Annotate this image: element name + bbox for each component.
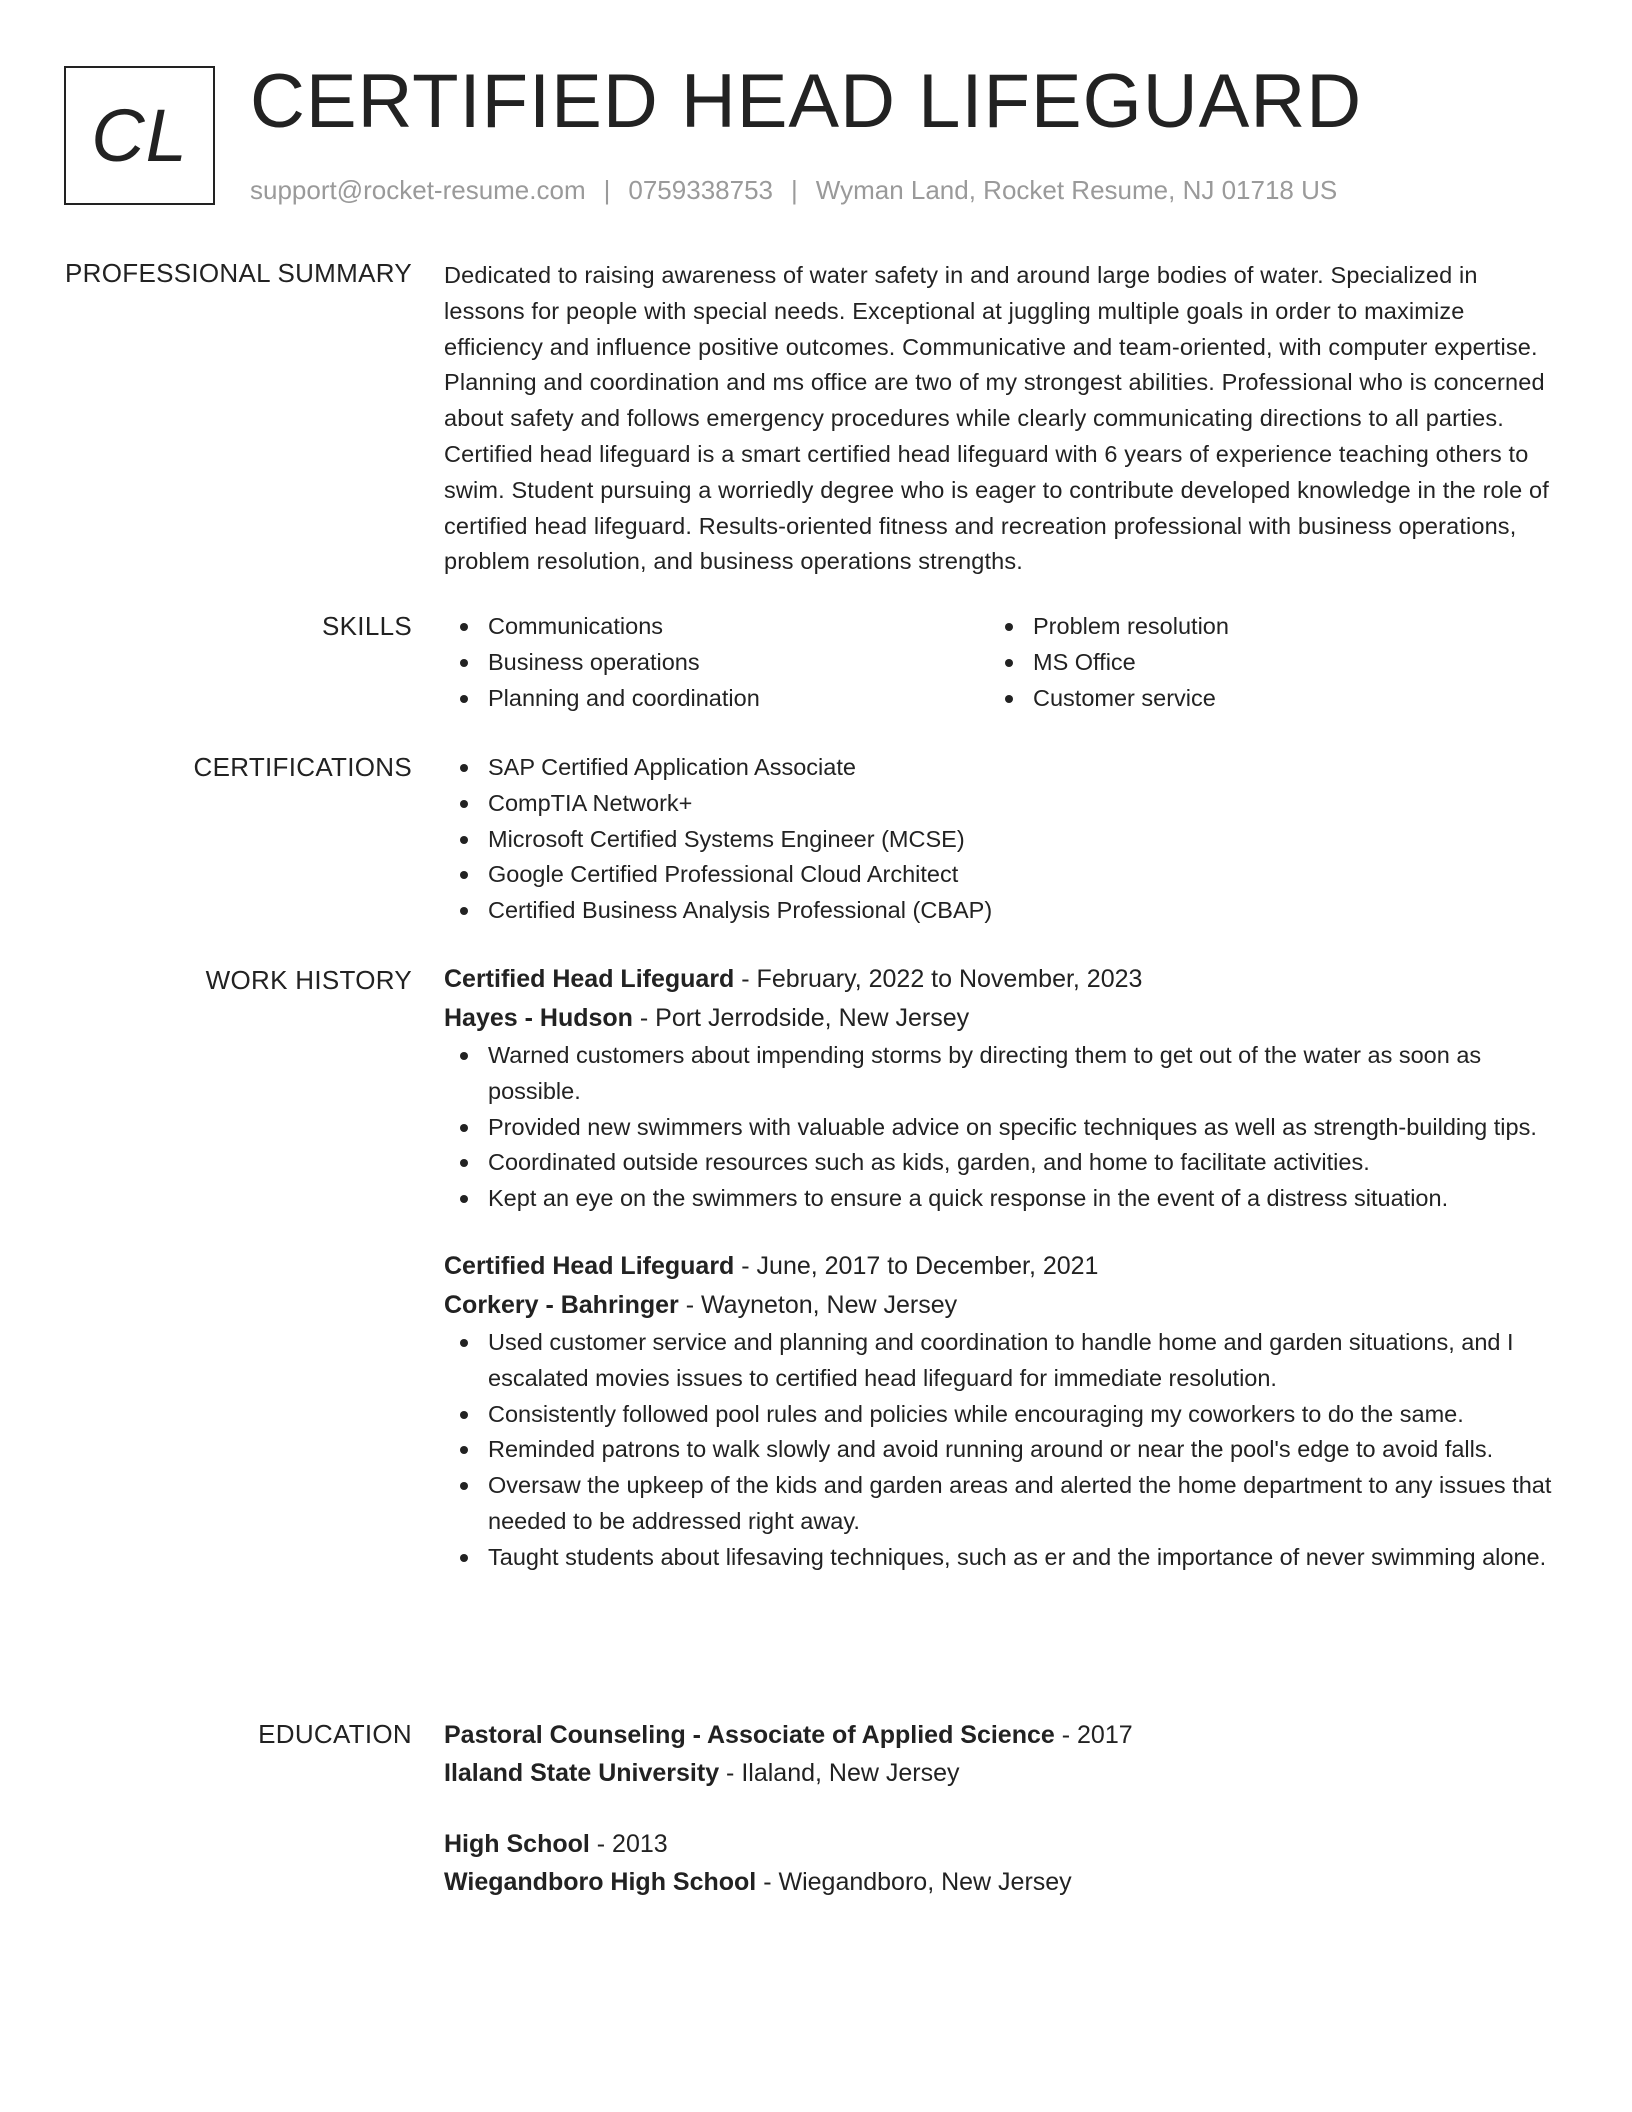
- job-bullet-text: Oversaw the upkeep of the kids and garden areas and alerted the home department to any issues that needed to be addressed right away.: [488, 1472, 1552, 1534]
- bullet-icon: [460, 1124, 468, 1132]
- skill-label: Communications: [488, 613, 664, 639]
- skill-label: Business operations: [488, 648, 700, 675]
- list-item: [444, 1038, 1556, 1110]
- list-item: [444, 681, 989, 717]
- summary-body: [444, 258, 1556, 580]
- education-degree: Pastoral Counseling - Associate of Applied Science: [444, 1721, 1055, 1749]
- job-entry: [444, 1247, 1556, 1576]
- list-item: [444, 645, 989, 681]
- section-heading-certifications: CERTIFICATIONS: [193, 752, 412, 782]
- education-school-line: [444, 1754, 1556, 1792]
- certification-label: Certified Business Analysis Professional (CBAP): [488, 897, 993, 924]
- bullet-icon: [460, 1195, 468, 1203]
- job-location: - Port Jerrodside, New Jersey: [632, 1004, 970, 1032]
- job-bullet-text: Provided new swimmers with valuable advice on specific techniques as well as strength-building tips.: [488, 1113, 1537, 1140]
- education-degree: High School: [444, 1830, 590, 1858]
- bullet-icon: [460, 695, 468, 703]
- contact-line: [250, 174, 1337, 206]
- education-school: Wiegandboro High School: [444, 1868, 757, 1896]
- bullet-icon: [460, 764, 468, 772]
- list-item: [444, 786, 1556, 822]
- certification-label: Microsoft Certified Systems Engineer (MCSE): [488, 825, 965, 852]
- bullet-icon: [460, 836, 468, 844]
- education-degree-line: [444, 1825, 1556, 1863]
- contact-address: Wyman Land, Rocket Resume, NJ 01718 US: [815, 175, 1338, 205]
- bullet-icon: [460, 1411, 468, 1419]
- certifications-list: [444, 750, 1556, 929]
- skills-grid: [444, 609, 1556, 716]
- education-entry: [444, 1825, 1556, 1901]
- bullet-icon: [460, 1482, 468, 1490]
- list-item: [444, 1145, 1556, 1181]
- bullet-icon: [460, 1052, 468, 1060]
- monogram-logo: CL: [64, 66, 215, 205]
- job-bullet-text: Warned customers about impending storms by directing them to get out of the water as soon as possible.: [488, 1042, 1482, 1104]
- list-item: [444, 857, 1556, 893]
- education-school-line: [444, 1863, 1556, 1901]
- job-bullet-text: Coordinated outside resources such as kids, garden, and home to facilitate activities.: [488, 1149, 1370, 1176]
- section-heading-work-history: WORK HISTORY: [205, 965, 412, 995]
- skills-list-left: [444, 609, 989, 716]
- bullet-icon: [460, 659, 468, 667]
- contact-separator: |: [791, 175, 798, 205]
- job-company-line: [444, 1286, 1556, 1325]
- certification-label: SAP Certified Application Associate: [488, 754, 856, 780]
- job-bullet-text: Taught students about lifesaving techniques, such as er and the importance of never swimming alone.: [488, 1543, 1547, 1570]
- list-item: [444, 1432, 1556, 1468]
- bullet-icon: [460, 1554, 468, 1562]
- education-location: - Ilaland, New Jersey: [719, 1759, 960, 1787]
- job-bullets: [444, 1325, 1556, 1576]
- list-item: [444, 1397, 1556, 1433]
- bullet-icon: [460, 1446, 468, 1454]
- list-item: [444, 1181, 1556, 1217]
- contact-phone[interactable]: 0759338753: [628, 175, 773, 205]
- list-item: [444, 893, 1556, 929]
- list-item: [444, 1325, 1556, 1397]
- job-bullet-text: Consistently followed pool rules and policies while encouraging my coworkers to do the same.: [488, 1400, 1464, 1427]
- job-company: Hayes - Hudson: [444, 1004, 633, 1032]
- bullet-icon: [460, 907, 468, 915]
- job-location: - Wayneton, New Jersey: [678, 1290, 958, 1319]
- list-item: [989, 645, 1534, 681]
- job-entry: [444, 960, 1556, 1217]
- job-bullet-text: Kept an eye on the swimmers to ensure a quick response in the event of a distress situation.: [488, 1185, 1449, 1212]
- job-bullet-text: Used customer service and planning and coordination to handle home and garden situations, and I escalated movies issues to certified head lifeguard for immediate resolution.: [488, 1328, 1514, 1391]
- section-heading-education: EDUCATION: [258, 1719, 412, 1749]
- certification-label: CompTIA Network+: [488, 789, 693, 816]
- list-item: [444, 1468, 1556, 1540]
- education-degree-line: [444, 1716, 1556, 1754]
- contact-email[interactable]: support@rocket-resume.com: [250, 175, 586, 205]
- skill-label: Problem resolution: [1033, 613, 1229, 639]
- list-item: [444, 822, 1556, 858]
- education-year: - 2017: [1054, 1721, 1133, 1749]
- work-history-body: [444, 960, 1556, 1576]
- skills-body: [444, 609, 1556, 716]
- resume-title: CERTIFIED HEAD LIFEGUARD: [250, 59, 1363, 144]
- skill-label: Planning and coordination: [488, 684, 760, 711]
- skills-list-right: [989, 609, 1534, 716]
- bullet-icon: [460, 800, 468, 808]
- list-item: [444, 1540, 1556, 1576]
- bullet-icon: [460, 1339, 468, 1347]
- list-item: [989, 681, 1534, 717]
- job-dates: - February, 2022 to November, 2023: [734, 965, 1143, 993]
- bullet-icon: [460, 1159, 468, 1167]
- education-entry: [444, 1716, 1556, 1792]
- education-body: [444, 1716, 1556, 1901]
- contact-separator: |: [603, 175, 611, 205]
- job-bullets: [444, 1038, 1556, 1217]
- list-item: [444, 1110, 1556, 1146]
- education-school: Ilaland State University: [444, 1759, 720, 1787]
- job-title: Certified Head Lifeguard: [444, 1251, 735, 1280]
- job-bullet-text: Reminded patrons to walk slowly and avoid running around or near the pool's edge to avoid falls.: [488, 1436, 1494, 1463]
- job-dates: - June, 2017 to December, 2021: [734, 1251, 1099, 1280]
- bullet-icon: [1005, 659, 1013, 667]
- education-year: - 2013: [589, 1830, 668, 1858]
- skill-label: MS Office: [1033, 648, 1136, 675]
- job-title: Certified Head Lifeguard: [444, 965, 735, 993]
- list-item: [444, 750, 1556, 786]
- bullet-icon: [460, 871, 468, 879]
- summary-text: Dedicated to raising awareness of water safety in and around large bodies of water. Specialized in lessons for people with special needs. Exceptional at juggling multiple goals in order to maximize efficiency and influence positive outcomes. Communicative and team-oriented, with computer expertise. Planning and coordination and ms office are two of my strongest abilities. Professional who is concerned about safety and follows emergency procedures while clearly communicating directions to all parties. Certified head lifeguard is a smart certified head lifeguard with 6 years of experience teaching others to swim. Student pursuing a worriedly degree who is eager to contribute developed knowledge in the role of certified head lifeguard. Results-oriented fitness and recreation professional with business operations, problem resolution, and business operations strengths.: [444, 262, 1549, 575]
- job-company: Corkery - Bahringer: [444, 1290, 679, 1319]
- section-heading-skills: SKILLS: [322, 611, 412, 641]
- list-item: [989, 609, 1534, 645]
- job-title-line: [444, 960, 1556, 999]
- education-location: - Wiegandboro, New Jersey: [756, 1868, 1072, 1896]
- certifications-body: [444, 750, 1556, 929]
- job-title-line: [444, 1247, 1556, 1286]
- bullet-icon: [1005, 695, 1013, 703]
- section-heading-summary: PROFESSIONAL SUMMARY: [65, 258, 412, 288]
- job-company-line: [444, 999, 1556, 1038]
- list-item: [444, 609, 989, 645]
- bullet-icon: [460, 623, 468, 631]
- skill-label: Customer service: [1033, 684, 1216, 711]
- certification-label: Google Certified Professional Cloud Architect: [488, 861, 959, 888]
- bullet-icon: [1005, 623, 1013, 631]
